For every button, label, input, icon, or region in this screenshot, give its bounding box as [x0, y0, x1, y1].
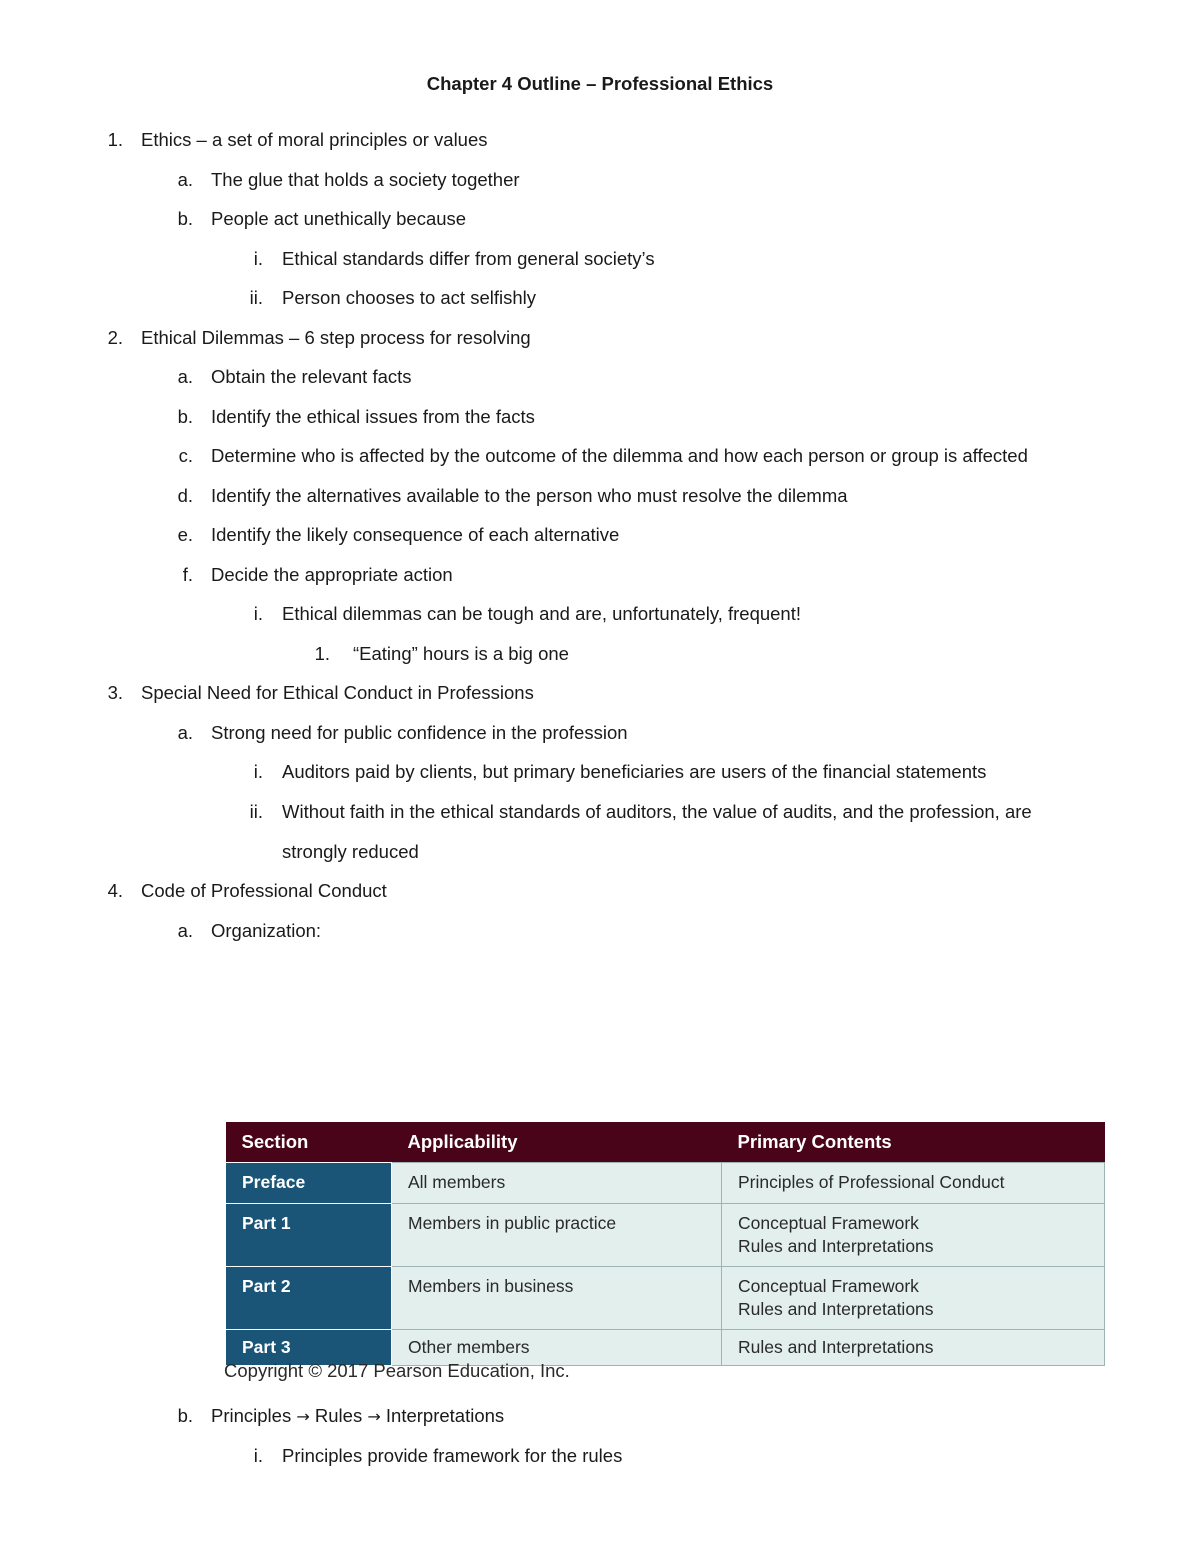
cell-contents: Rules and Interpretations: [722, 1330, 1105, 1366]
cell-applicability: Members in business: [392, 1267, 722, 1330]
table-row: [226, 1204, 1105, 1267]
header-section: Section: [226, 1122, 392, 1163]
document-page: Chapter 4 Outline – Professional Ethics 1. Ethics – a set of moral principles or values a. The glue that holds a society together b. People act unethically because i. Ethical standards differ from general society’s ii. Person chooses to act selfishly 2. Ethical Dilemmas – 6 step process for resolving a. Obtain the relevant facts b. Identify the ethical issues from the facts c. Determine who is affected by the outcome of the dilemma and how each person or group is affected d. Identify the alternatives available to the person who must resolve the dilemma e. Identify the likely consequence of each alternative f. Decide the appropriate action i. Ethical dilemmas can be tough and are, unfortunately, frequent! 1. “Eating” hours is a big one 3. Special Need for Ethical Conduct in Professions a. Strong need for public confidence in the profession i. Auditors paid by clients, but primary beneficiaries are users of the financial statements ii. Without faith in the ethical standards of auditors, the value of audits, and the profession, are strongly reduced 4. Code of Professional Conduct a. Organization: Section Applicability Primary Contents Preface All members Principles of Professional Conduct Part 1 Members in public practice Conceptual Framework Rules and Interpretations Part 2 Members in business Conceptual Framework Rules and Interpretations Part 3 Other members Rules and Interpretations Copyright © 2017 Pearson Education, Inc. b. Principles → Rules → Interpretations i. Principles provide framework for the rules: [0, 0, 1200, 1553]
arrow-right-icon: →: [296, 1407, 310, 1426]
code-organization-table: [225, 1122, 1105, 1366]
cell-applicability: Members in public practice: [392, 1204, 722, 1267]
table-row: [226, 1163, 1105, 1204]
copyright-notice: Copyright © 2017 Pearson Education, Inc.: [224, 1360, 570, 1381]
cell-contents: Conceptual Framework Rules and Interpretations: [722, 1267, 1105, 1330]
cell-section: Part 1: [226, 1204, 392, 1267]
cell-section: Preface: [226, 1163, 392, 1204]
header-applicability: Applicability: [392, 1122, 722, 1163]
document-title: Chapter 4 Outline – Professional Ethics: [426, 73, 774, 94]
cell-contents: Conceptual Framework Rules and Interpretations: [722, 1204, 1105, 1267]
cell-section: Part 3: [226, 1330, 392, 1366]
cell-section: Part 2: [226, 1267, 392, 1330]
cell-applicability: Other members: [392, 1330, 722, 1366]
table-row: [226, 1267, 1105, 1330]
cell-applicability: All members: [392, 1163, 722, 1204]
header-primary-contents: Primary Contents: [722, 1122, 1105, 1163]
arrow-right-icon: →: [367, 1407, 381, 1426]
table-header-row: [226, 1122, 1105, 1163]
cell-contents: Principles of Professional Conduct: [722, 1163, 1105, 1204]
